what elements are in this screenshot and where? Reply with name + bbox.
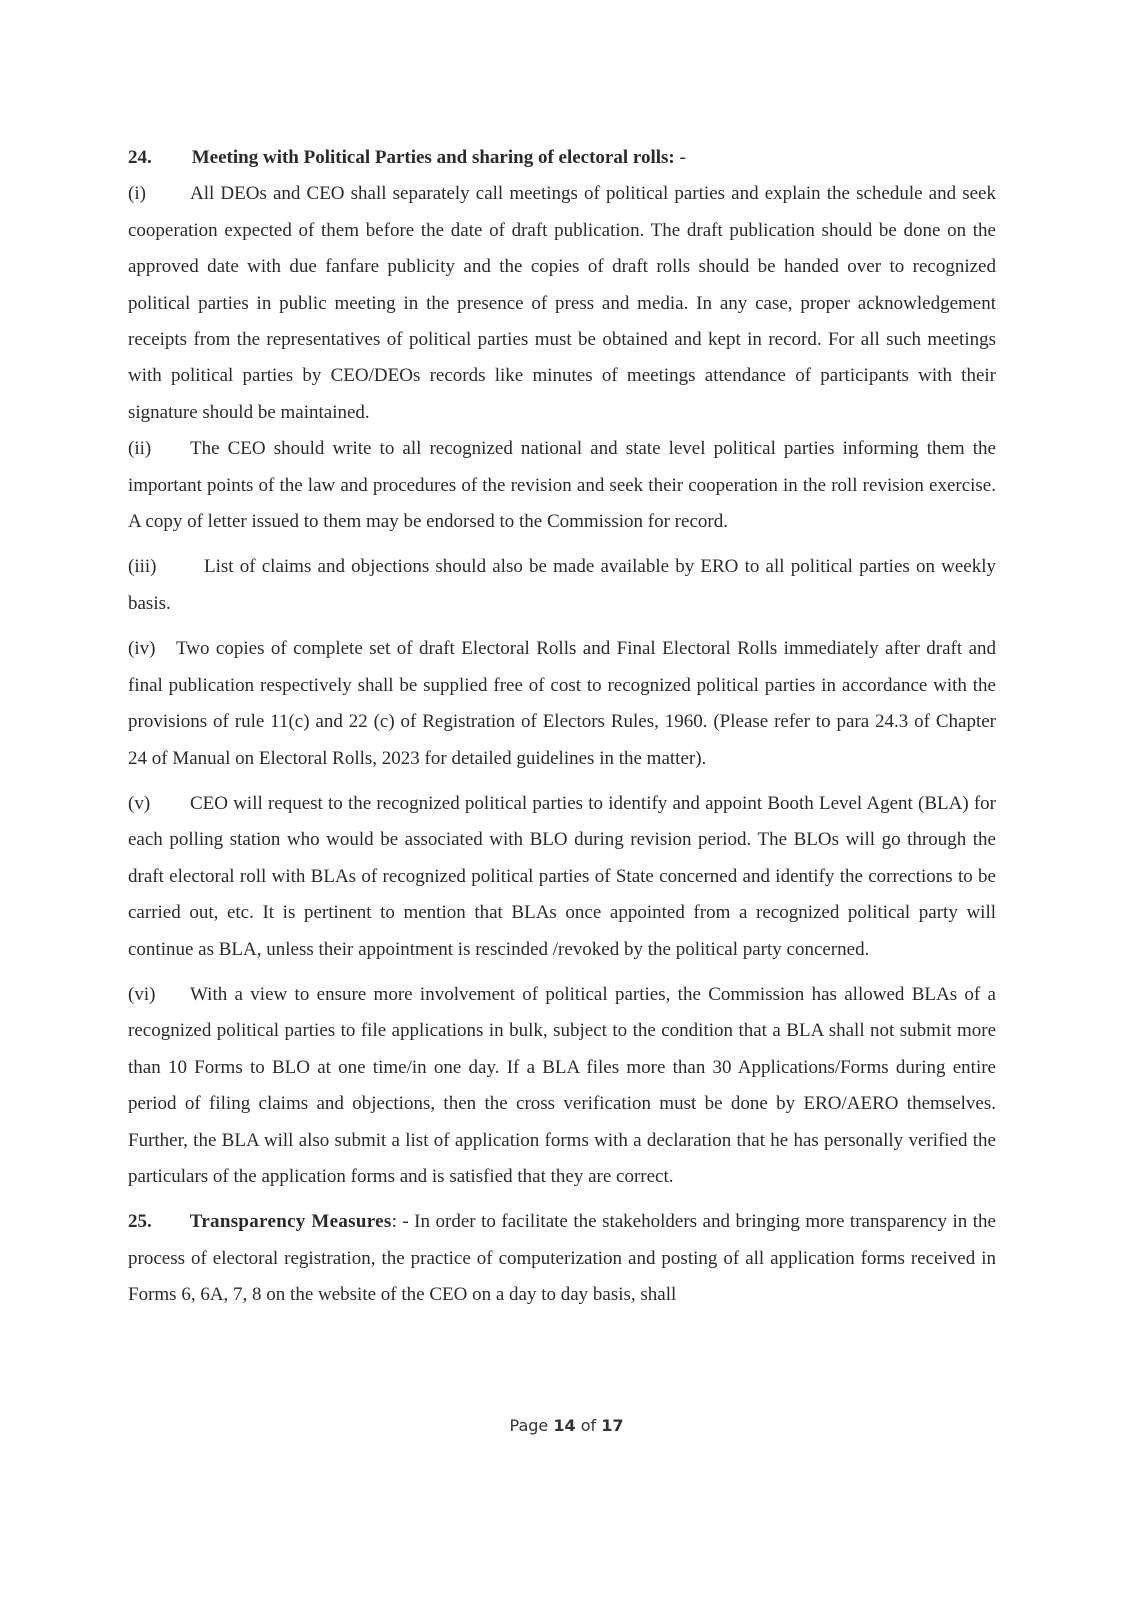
para-label: (iv) [128,638,156,660]
section-24-heading [128,140,996,176]
section-text: : - In order to facilitate the stakeholders and bringing more transparency in the process of electoral registration, the practice of computerization and posting of all application forms received in Forms 6, 6A, 7, 8 on the website of the CEO on a day to day basis, shall [128,1211,996,1306]
page-prefix: Page [509,1416,554,1435]
para-iv [128,631,996,777]
section-title: Transparency Measures [189,1211,392,1233]
para-text: List of claims and objections should also be made available by ERO to all political parties on weekly basis. [128,556,996,614]
para-iii [128,549,996,622]
para-label: (vi) [128,983,156,1005]
para-text: The CEO should write to all recognized national and state level political parties informing them the important points of the law and procedures of the revision and seek their cooperation in the roll revision exercise. A copy of letter issued to them may be endorsed to the Commission for record. [128,438,996,533]
para-text: Two copies of complete set of draft Electoral Rolls and Final Electoral Rolls immediately after draft and final publication respectively shall be supplied free of cost to recognized political parties in accordance with the provisions of rule 11(c) and 22 (c) of Registration of Electors Rules, 1960. (Please refer to para 24.3 of Chapter 24 of Manual on Electoral Rolls, 2023 for detailed guidelines in the matter). [128,638,996,769]
page-of: of [575,1416,602,1435]
para-label: (i) [128,183,146,205]
section-title-suffix: - [674,147,686,168]
para-text: All DEOs and CEO shall separately call meetings of political parties and explain the schedule and seek cooperation expected of them before the date of draft publication. The draft publication should be done on the approved date with due fanfare publicity and the copies of draft rolls should be handed over to recognized political parties in public meeting in the presence of press and media. In any case, proper acknowledgement receipts from the representatives of political parties must be obtained and kept in record. For all such meetings with political parties by CEO/DEOs records like minutes of meetings attendance of participants with their signature should be maintained. [128,183,996,423]
para-text: With a view to ensure more involvement of political parties, the Commission has allowed BLAs of a recognized political parties to file applications in bulk, subject to the condition that a BLA shall not submit more than 10 Forms to BLO at one time/in one day. If a BLA files more than 30 Applications/Forms during entire period of filing claims and objections, then the cross verification must be done by ERO/AERO themselves. Further, the BLA will also submit a list of application forms with a declaration that he has personally verified the particulars of the application forms and is satisfied that they are correct. [128,983,996,1187]
section-number: 25. [128,1211,152,1233]
page-number: 14 [553,1416,576,1435]
para-v [128,786,996,968]
para-text: CEO will request to the recognized political parties to identify and appoint Booth Level Agent (BLA) for each polling station who would be associated with BLO during revision period. The BLOs will go through the draft electoral roll with BLAs of recognized political parties of State concerned and identify the corrections to be carried out, etc. It is pertinent to mention that BLAs once appointed from a recognized political party will continue as BLA, unless their appointment is rescinded /revoked by the political party concerned. [128,792,996,960]
page-total: 17 [601,1416,624,1435]
page-footer [0,1416,1133,1435]
para-label: (iii) [128,556,157,578]
para-label: (ii) [128,438,152,460]
para-label: (v) [128,792,151,814]
section-number: 24. [128,147,152,168]
section-25 [128,1204,996,1313]
para-ii [128,431,996,540]
document-body [128,140,996,1314]
para-i [128,176,996,431]
section-title: Meeting with Political Parties and sharing of electoral rolls: [191,147,675,168]
para-vi [128,977,996,1195]
